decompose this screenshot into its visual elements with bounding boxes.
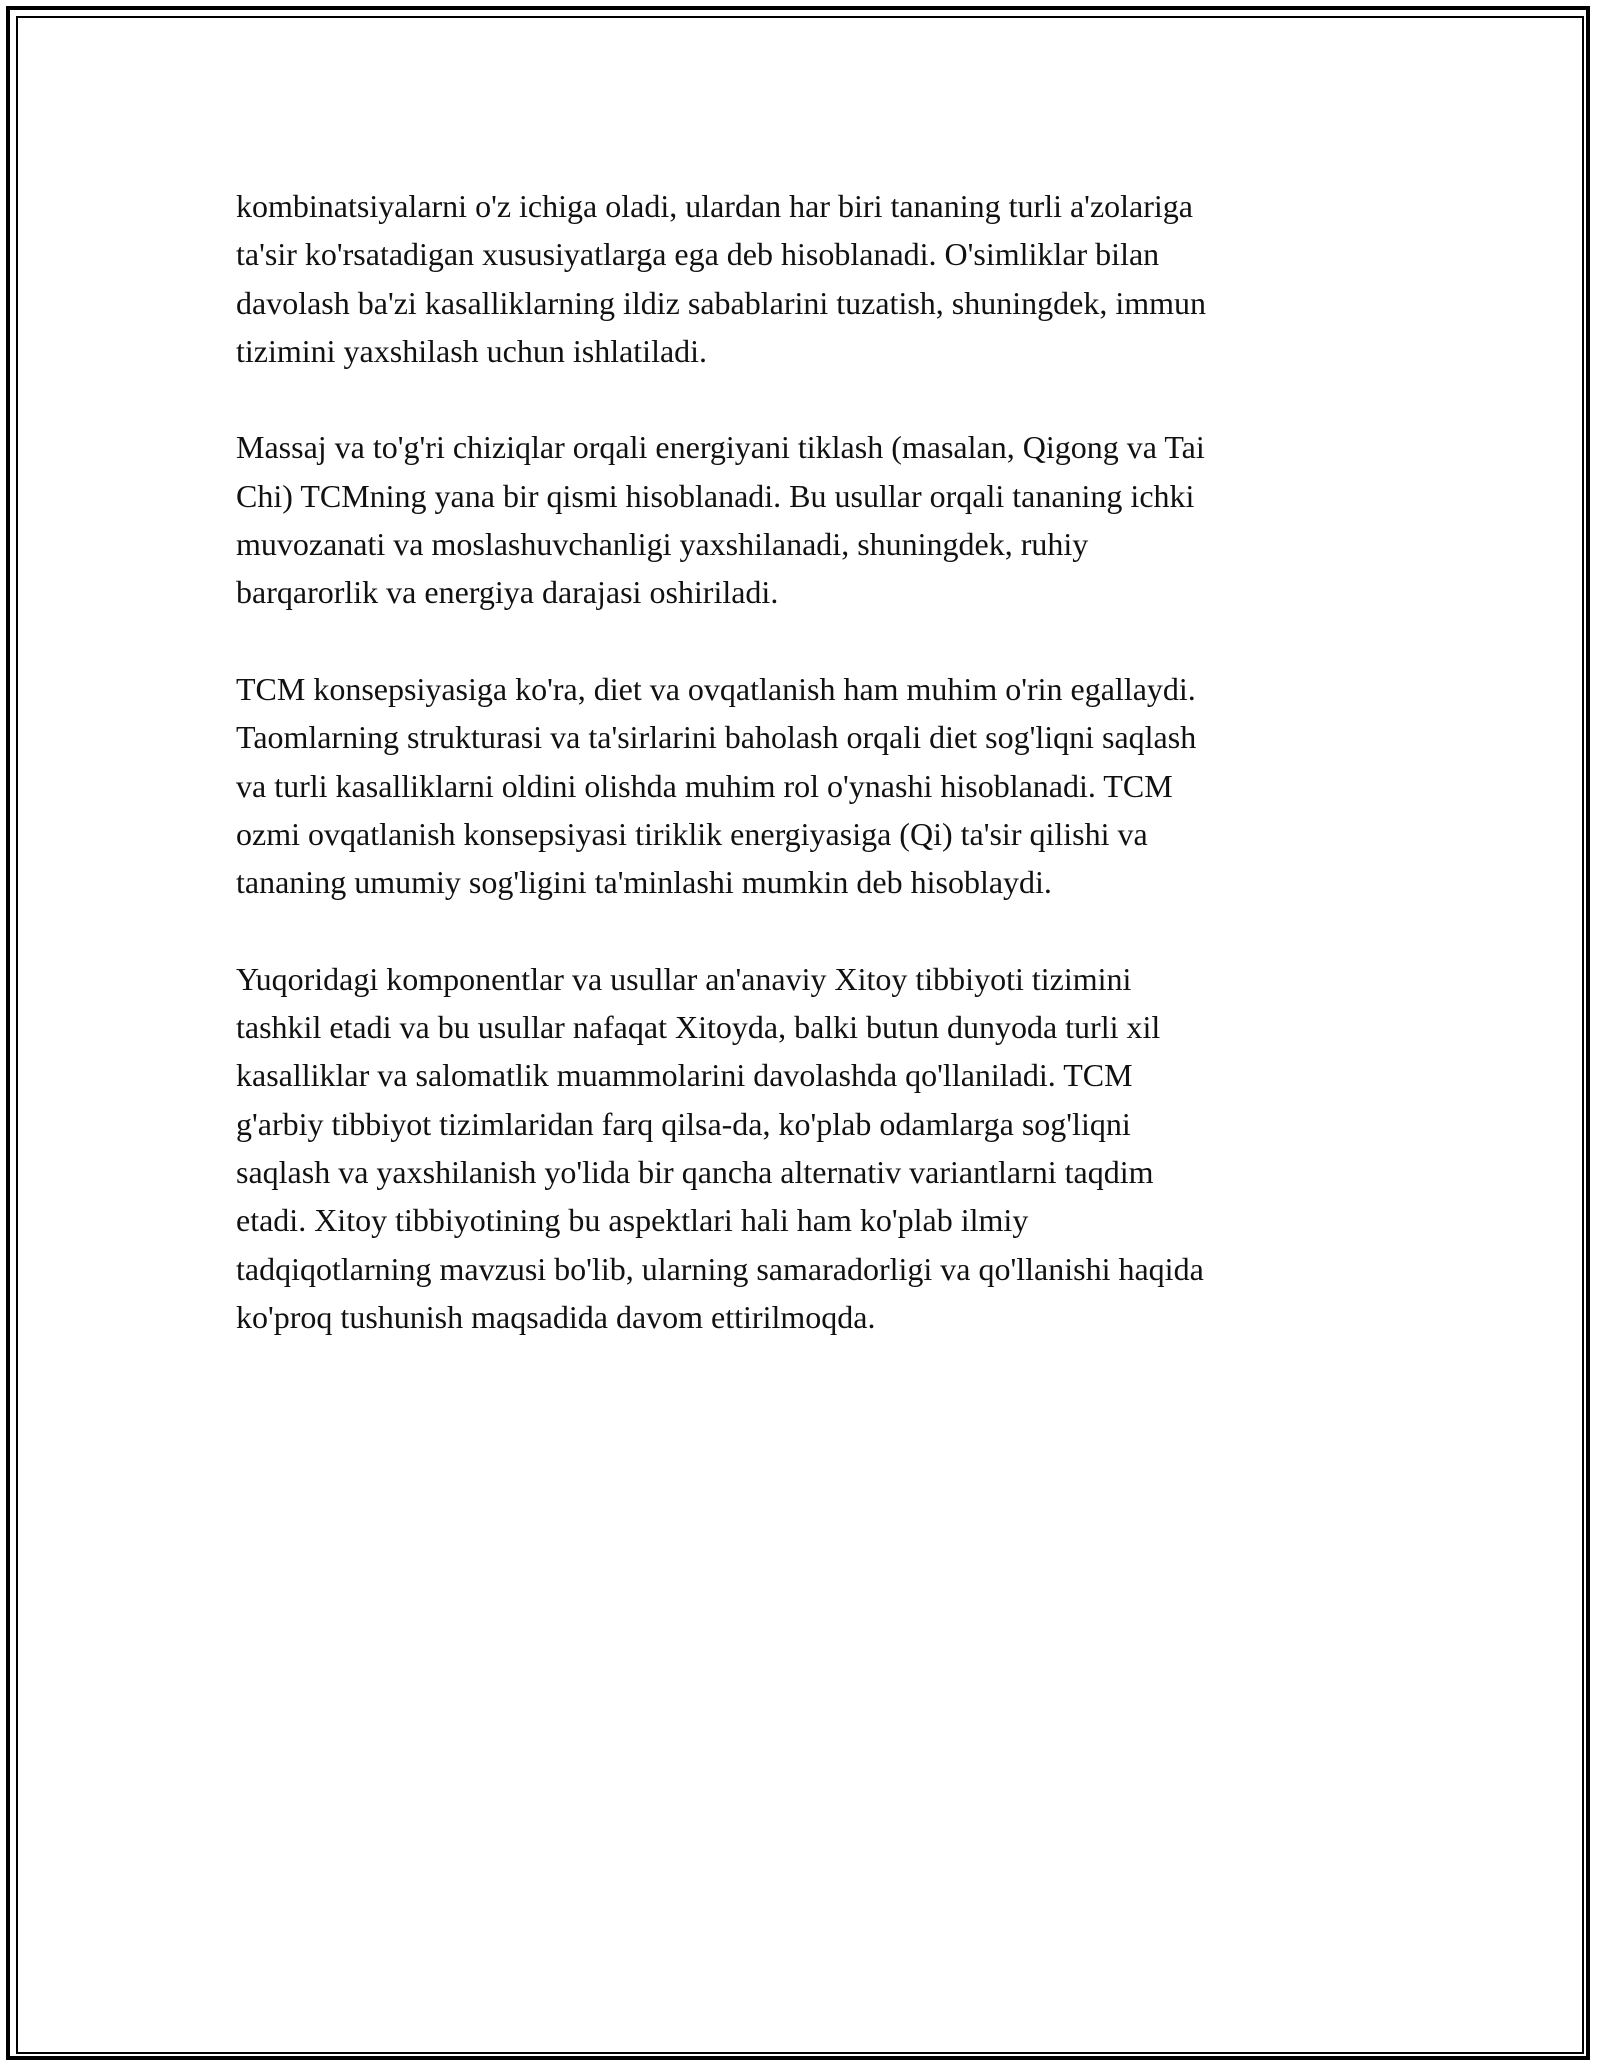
paragraph-4: Yuqoridagi komponentlar va usullar an'anaviy Xitoy tibbiyoti tizimini tashkil etadi va bu usullar nafaqat Xitoyda, balki butun dunyoda turli xil kasalliklar va salomatlik muammolarini davolashda qo'llaniladi. TCM g'arbiy tibbiyot tizimlaridan farq qilsa-da, ko'plab odamlarga sog'liqni saqlash va yaxshilanish yo'lida bir qancha alternativ variantlarni taqdim etadi. Xitoy tibbiyotining bu aspektlari hali ham ko'plab ilmiy tadqiqotlarning mavzusi bo'lib, ularning samaradorligi va qo'llanishi haqida ko'proq tushunish maqsadida davom ettirilmoqda. [236, 960, 1204, 1335]
paragraph-2: Massaj va to'g'ri chiziqlar orqali energiyani tiklash (masalan, Qigong va Tai Chi) TCMning yana bir qismi hisoblanadi. Bu usullar orqali tananing ichki muvozanati va moslashuvchanligi yaxshilanadi, shuningdek, ruhiy barqarorlik va energiya darajasi oshiriladi. [236, 429, 1205, 611]
paragraph-3: TCM konsepsiyasiga ko'ra, diet va ovqatlanish ham muhim o'rin egallaydi. Taomlarning strukturasi va ta'sirlarini baholash orqali diet sog'liqni saqlash va turli kasalliklarni oldini olishda muhim rol o'ynashi hisoblanadi. TCM ozmi ovqatlanish konsepsiyasi tiriklik energiyasiga (Qi) ta'sir qilishi va tananing umumiy sog'ligini ta'minlashi mumkin deb hisoblaydi. [236, 670, 1197, 901]
paragraph-1: kombinatsiyalarni o'z ichiga oladi, ulardan har biri tananing turli a'zolariga ta'sir ko'rsatadigan xususiyatlarga ega deb hisoblanadi. O'simliklar bilan davolash ba'zi kasalliklarning ildiz sabablarini tuzatish, shuningdek, immun tizimini yaxshilash uchun ishlatiladi. [236, 188, 1206, 369]
document-body [236, 182, 1366, 1389]
